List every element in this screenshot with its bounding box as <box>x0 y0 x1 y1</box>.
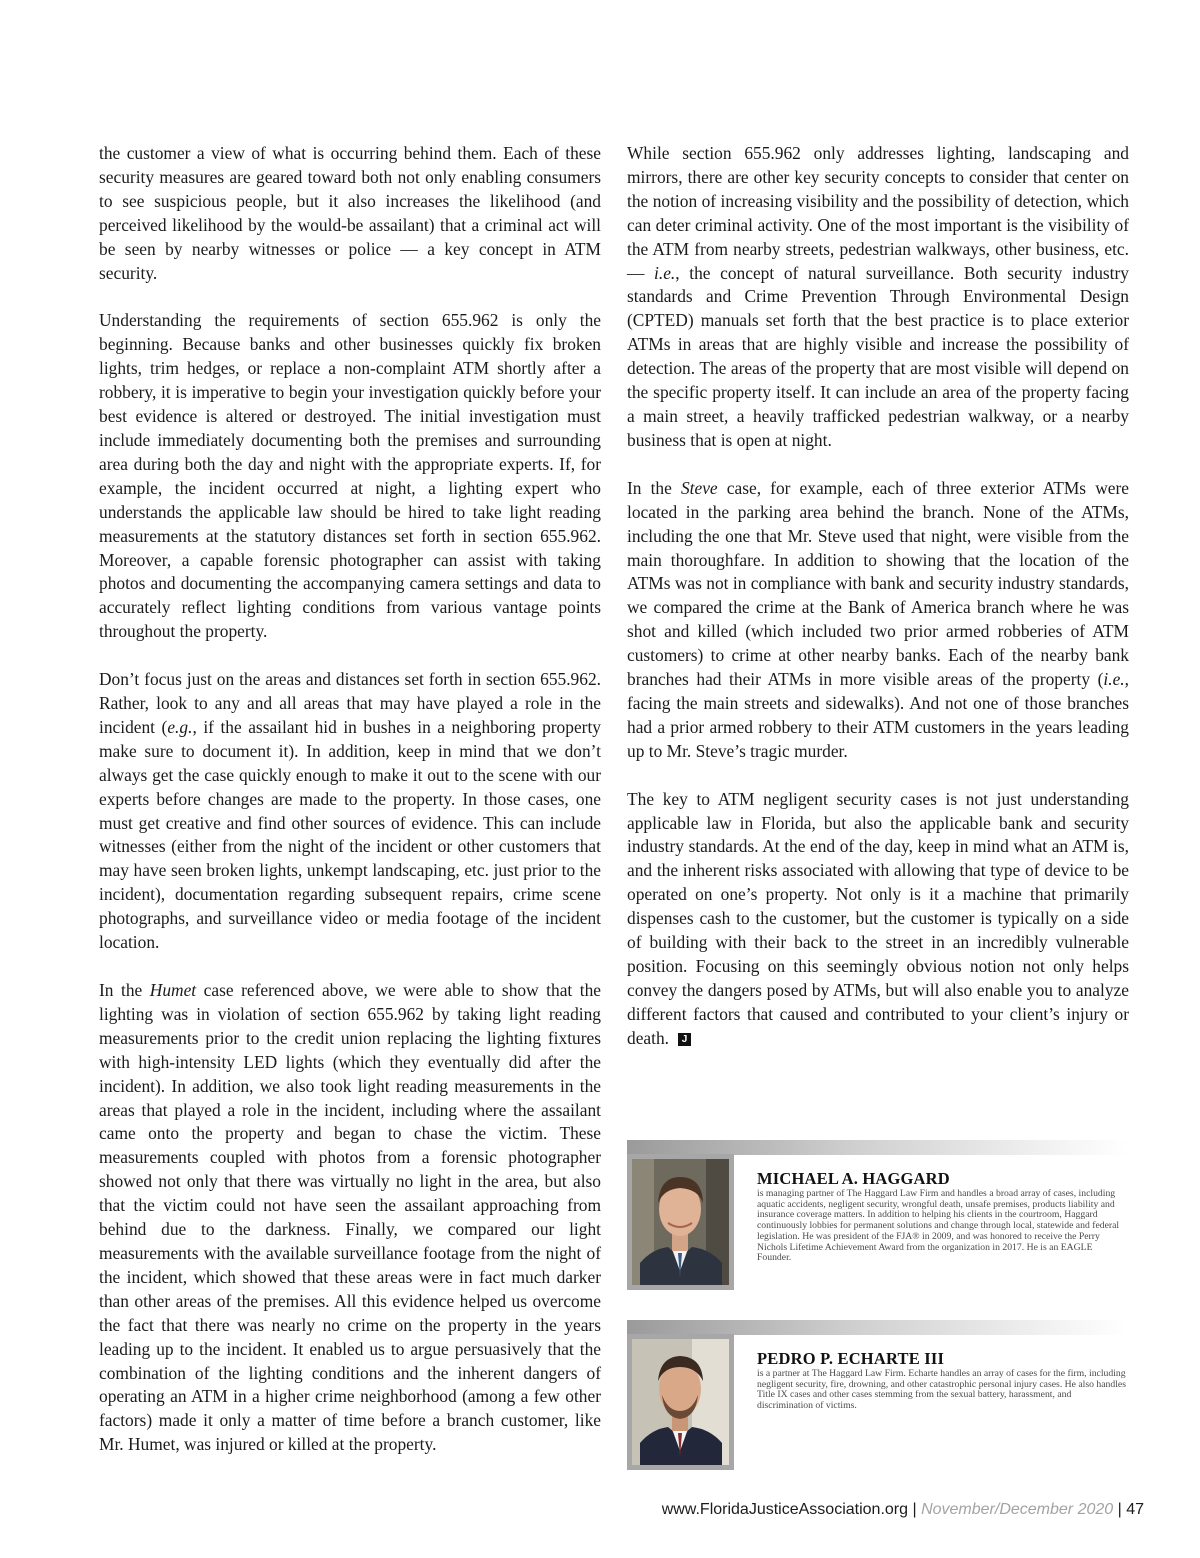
page-footer <box>662 1501 1144 1519</box>
author-photo-haggard <box>627 1154 734 1290</box>
bio-header-bar <box>627 1320 1127 1335</box>
footer-issue: November/December 2020 <box>921 1501 1114 1518</box>
body-paragraph: While section 655.962 only addresses lighting, landscaping and mirrors, there are other key security concepts to consider that center on the notion of increasing visibility and the possibility of detection, which can deter criminal activity. One of the most important is the visibility of the ATM from nearby streets, pedestrian walkways, other business, etc. — i.e., the concept of natural surveillance. Both security industry standards and Crime Prevention Through Environmental Design (CPTED) manuals set forth that the best practice is to place exterior ATMs in areas that are highly visible and increase the possibility of detection. The areas of the property that are most visible will depend on the specific property itself. It can include an area of the property facing a main street, a heavily trafficked pedestrian walkway, or a nearby business that is open at night. <box>627 143 1129 450</box>
body-paragraph: Understanding the requirements of section 655.962 is only the beginning. Because banks and other businesses quickly fix broken lights, trim hedges, or replace a non-complaint ATM shortly after a robbery, it is imperative to begin your investigation quickly before your best evidence is altered or destroyed. The initial investigation must include immediately documenting both the premises and surrounding area during both the day and night with the appropriate experts. If, for example, the incident occurred at night, a lighting expert who understands the applicable law should be hired to take light reading measurements at the statutory distances set forth in section 655.962. Moreover, a capable forensic photographer can assist with taking photos and documenting the accompanying camera settings and data to accurately reflect lighting conditions from various vantage points throughout the property. <box>99 310 601 642</box>
italic-term: i.e. <box>1103 669 1125 690</box>
author-bio-haggard <box>627 1140 1127 1292</box>
bio-text <box>757 1350 1127 1412</box>
article-left-column <box>99 142 601 1457</box>
author-bio-echarte <box>627 1320 1127 1472</box>
page-number: 47 <box>1126 1501 1144 1518</box>
footer-website-link[interactable]: www.FloridaJusticeAssociation.org <box>661 1501 909 1518</box>
italic-term: i.e. <box>654 262 676 283</box>
author-name: PEDRO P. ECHARTE III <box>757 1349 945 1368</box>
body-paragraph: In the Steve case, for example, each of three exterior ATMs were located in the parking area behind the branch. None of the ATMs, including the one that Mr. Steve used that night, were visible from the main thoroughfare. In addition to showing that the location of the ATMs was not in compliance with bank and security industry standards, we compared the crime at the Bank of America branch where he was shot and killed (which included two prior armed robberies of ATM customers) to crime at other nearby banks. Each of the nearby bank branches had their ATMs in more visible areas of the property (i.e., facing the main streets and sidewalks). And not one of those branches had a prior armed robbery to their ATM customers in the years leading up to Mr. Steve’s tragic murder. <box>627 477 1129 761</box>
author-name: MICHAEL A. HAGGARD <box>757 1169 950 1188</box>
end-of-article-mark: J <box>678 1033 691 1046</box>
bio-text <box>757 1170 1127 1264</box>
footer-separator: | <box>908 1501 922 1518</box>
case-name: Steve <box>680 477 718 498</box>
body-paragraph: In the Humet case referenced above, we were able to show that the lighting was in violation of section 655.962 by taking light reading measurements prior to the credit union replacing the lighting fixtures with high-intensity LED lights (which they eventually did after the incident). In addition, we also took light reading measurements in the areas that played a role in the incident, including where the assailant came onto the property and began to chase the victim. These measurements coupled with photos from a forensic photographer showed not only that there was virtually no light in the area, but also that the victim could not have seen the assailant approaching from behind due to the darkness. Finally, we compared our light measurements with the available surveillance footage from the night of the incident, which showed that these areas were in fact much darker than other areas of the premises. All this evidence helped us overcome the fact that there was nearly no crime on the property in the years leading up to the incident. It enabled us to argue persuasively that the combination of the lighting conditions and the inherent dangers of operating an ATM in a higher crime neighborhood (among a few other factors) made it only a matter of time before a branch customer, like Mr. Humet, was injured or killed at the property. <box>99 980 601 1455</box>
portrait-icon <box>632 1339 729 1465</box>
bio-header-bar <box>627 1140 1127 1155</box>
author-bio: is a partner at The Haggard Law Firm. Echarte handles an array of cases for the firm, including negligent security, fire, drowning, and other catastrophic personal injury cases. He also handles Title IX cases and other cases stemming from the sexual battery, harassment, and discrimination of victims. <box>757 1368 1126 1412</box>
body-paragraph: the customer a view of what is occurring behind them. Each of these security measures are geared toward both not only enabling consumers to see suspicious people, but it also increases the likelihood (and perceived likelihood by the would-be assailant) that a criminal act will be seen by nearby witnesses or police — a key concept in ATM security. <box>99 143 601 283</box>
author-bio: is managing partner of The Haggard Law Firm and handles a broad array of cases, including aquatic accidents, negligent security, wrongful death, unsafe premises, products liability and insurance coverage matters. In addition to helping his clients in the courtroom, Haggard continuously lobbies for permanent solutions and change through local, statewide and federal legislation. He was president of the FJA® in 2009, and was honored to receive the Perry Nichols Lifetime Achievement Award from the organization in 2017. He is an EAGLE Founder. <box>757 1188 1120 1264</box>
footer-separator: | <box>1113 1501 1127 1518</box>
body-paragraph: The key to ATM negligent security cases is not just understanding applicable law in Florida, but also the applicable bank and security industry standards. At the end of the day, keep in mind what an ATM is, and the inherent risks associated with allowing that type of device to be operated on one’s property. Not only is it a machine that primarily dispenses cash to the customer, but the customer is typically on a side of building with their back to the street in an incredibly vulnerable position. Focusing on this seemingly obvious notion not only helps convey the dangers posed by ATMs, but will also enable you to analyze different factors that caused and contributed to your client’s injury or death. J <box>627 788 1129 1048</box>
author-photo-echarte <box>627 1334 734 1470</box>
italic-term: e.g. <box>167 716 193 737</box>
article-right-column <box>627 142 1129 1051</box>
portrait-icon <box>632 1159 729 1285</box>
case-name: Humet <box>149 980 197 1000</box>
body-paragraph: Don’t focus just on the areas and distances set forth in section 655.962. Rather, look to any and all areas that may have played a role in the incident (e.g., if the assailant hid in bushes in a neighboring property make sure to document it). In addition, keep in mind that we don’t always get the case quickly enough to make it out to the scene with our experts before changes are made to the property. In those cases, one must get creative and find other sources of evidence. This can include witnesses (either from the night of the incident or other customers that may have seen broken lights, unkempt landscaping, etc. just prior to the incident), documentation regarding subsequent repairs, crime scene photographs, and surveillance video or media footage of the incident location. <box>99 669 601 953</box>
